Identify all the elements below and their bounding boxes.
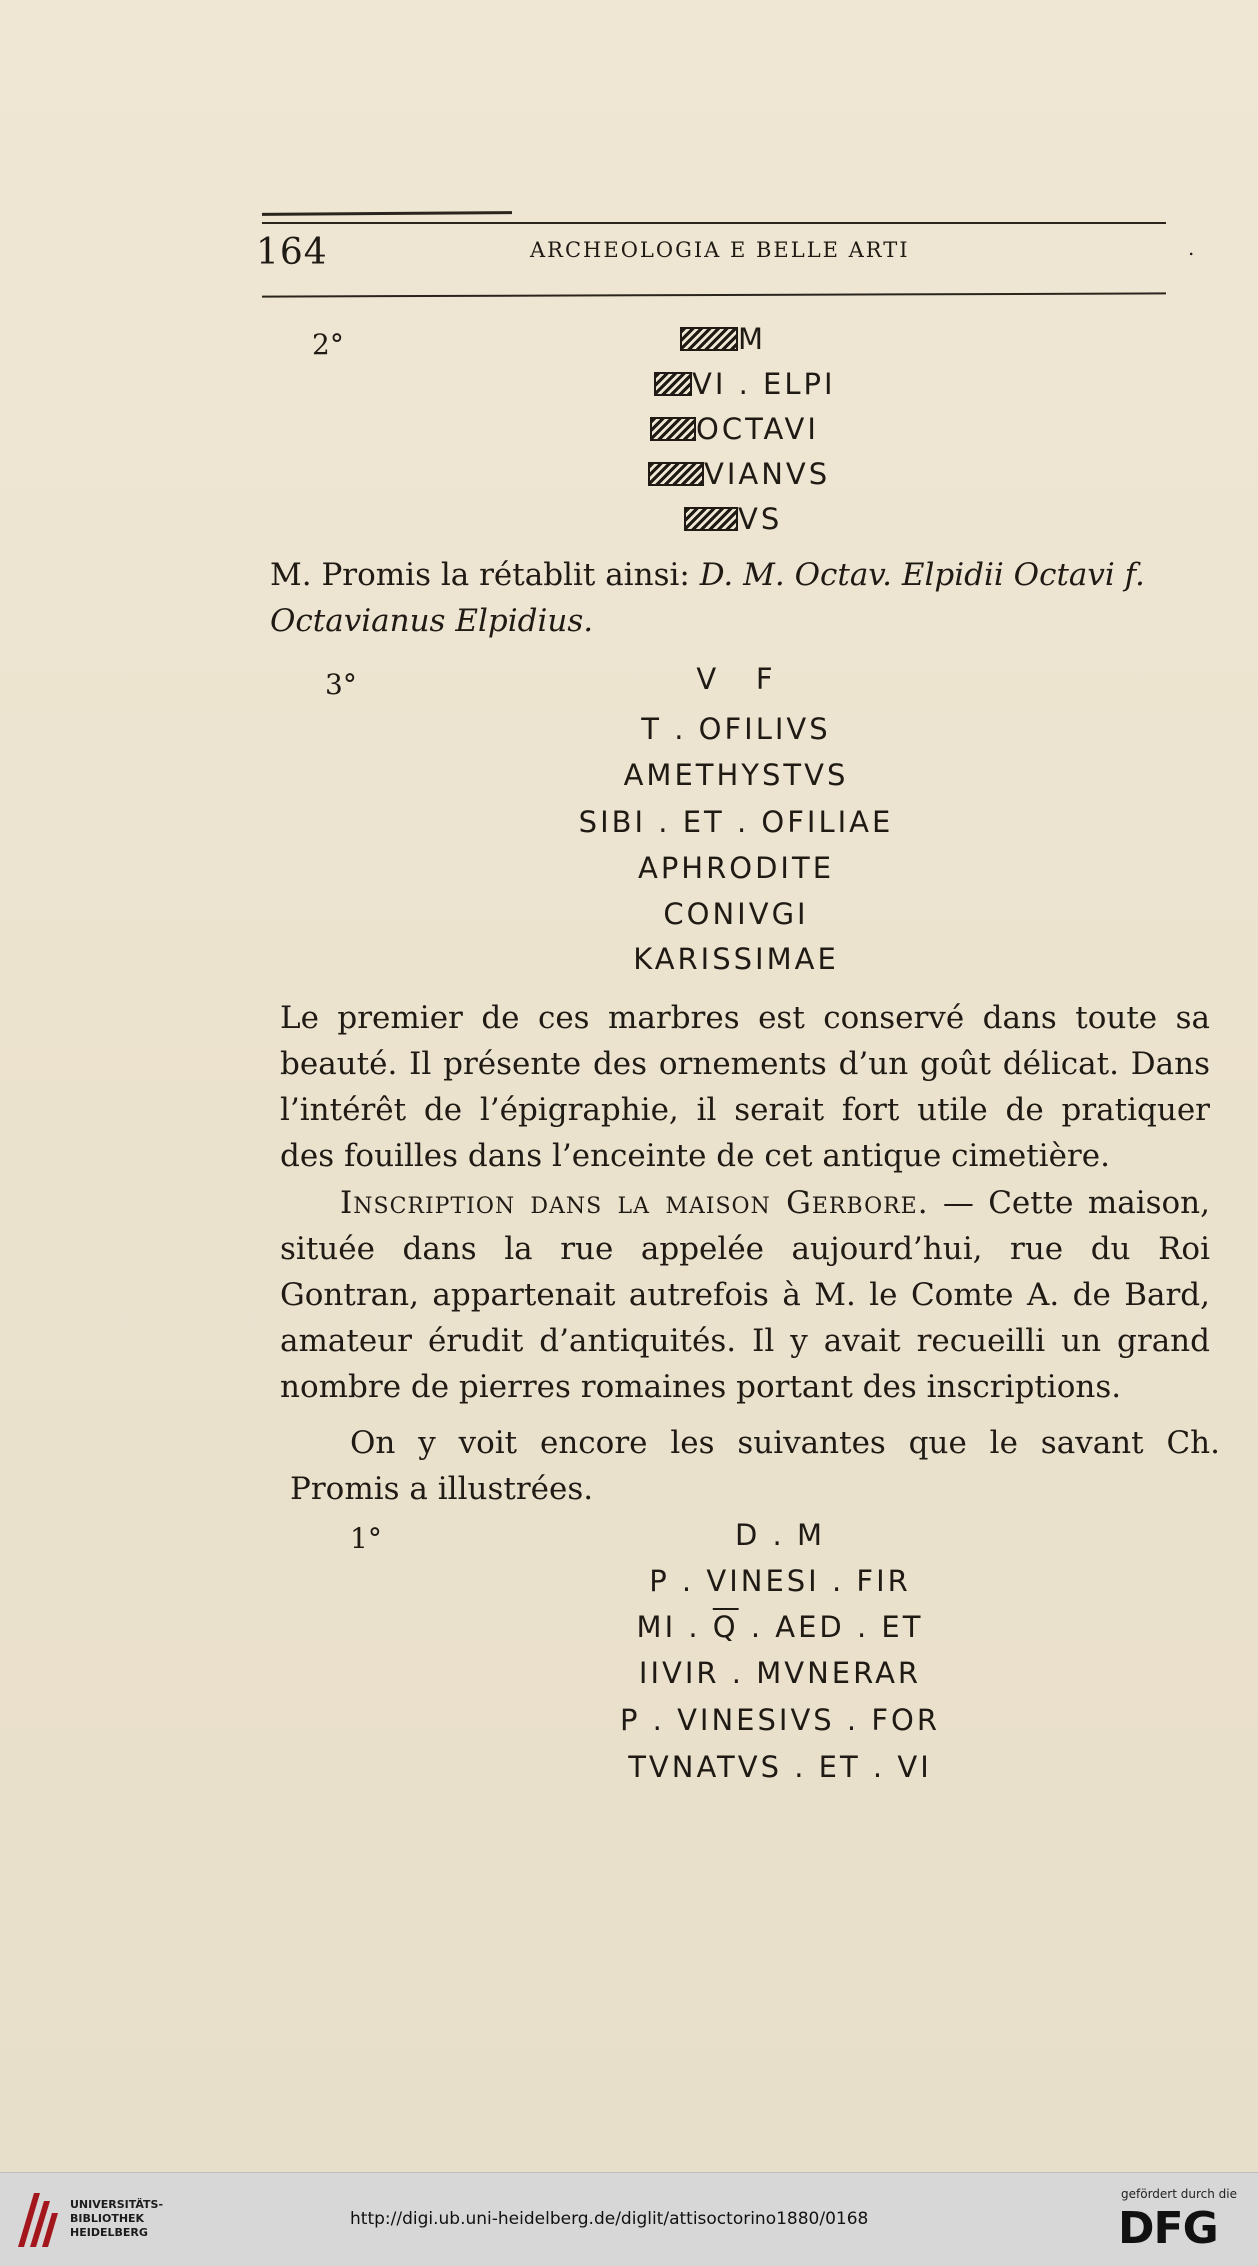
page-number: 164 bbox=[256, 232, 328, 273]
funding-label: gefördert durch die bbox=[1121, 2187, 1237, 2201]
damaged-stone-mark bbox=[648, 462, 704, 486]
inscription-2-label: 2° bbox=[312, 328, 344, 361]
inscription-3-line-5: APHRODITE bbox=[637, 851, 835, 885]
inscription-1-line-3: MI . $\overline{Q}$ . AED . ET bbox=[636, 1610, 924, 1644]
inscription-3-label: 3° bbox=[325, 668, 357, 701]
university-library-logo-icon bbox=[14, 2189, 60, 2251]
damaged-stone-mark bbox=[650, 417, 696, 441]
inscription-2-line-2: VI . ELPI bbox=[654, 367, 836, 401]
running-title: ARCHEOLOGIA E BELLE ARTI bbox=[530, 238, 910, 262]
header-rule-top-thick bbox=[262, 211, 512, 216]
restoration-text: M. Promis la rétablit ainsi: D. M. Octav. Elpidii Octavi f. Octavianus Elpidius. bbox=[270, 557, 1145, 639]
inscription-1-label: 1° bbox=[350, 1522, 382, 1555]
inscription-3-line-7: KARISSIMAE bbox=[633, 942, 839, 976]
inscription-1-line-6: TVNATVS . ET . VI bbox=[628, 1750, 932, 1784]
library-name: UNIVERSITÄTS- BIBLIOTHEK HEIDELBERG bbox=[70, 2198, 164, 2239]
dfg-logo[interactable]: DFG bbox=[1118, 2203, 1218, 2254]
inscription-3-line-3: AMETHYSTVS bbox=[623, 758, 849, 792]
restored-reading: D. M. Octav. Elpidii Octavi f. Octavianus Elpidius. bbox=[270, 557, 1145, 639]
paragraph-gerbore: Inscription dans la maison Gerbore. — Cette maison, située dans la rue appelée aujourd’hui, rue du Roi Gontran, appartenait autrefois à M. le Comte A. de Bard, amateur érudit d’antiquités. Il y avait recueilli un grand nombre de pierres romaines portant des inscriptions. bbox=[280, 1185, 1210, 1405]
damaged-stone-mark bbox=[680, 327, 738, 351]
viewer-footer bbox=[0, 2172, 1258, 2266]
inscription-1-line-4: IIVIR . MVNERAR bbox=[638, 1656, 922, 1690]
inscription-3-line-2: T . OFILIVS bbox=[641, 712, 831, 746]
inscription-2-line-4: VIANVS bbox=[648, 457, 830, 491]
inscription-2-line-3: OCTAVI bbox=[650, 412, 819, 446]
inscription-3-line-4: SIBI . ET . OFILIAE bbox=[578, 805, 894, 839]
inscription-3-line-1: V F bbox=[696, 662, 776, 696]
header-rule-bottom bbox=[262, 292, 1166, 297]
paragraph-promis: On y voit encore les suivantes que le savant Ch. Promis a illustrées. bbox=[290, 1425, 1220, 1507]
inscription-1-line-2: P . VINESI . FIR bbox=[649, 1564, 911, 1598]
inscription-2-line-5: VS bbox=[684, 502, 782, 536]
header-rule-top bbox=[262, 222, 1166, 224]
paragraph-marbles: Le premier de ces marbres est conservé dans toute sa beauté. Il présente des ornements d’un goût délicat. Dans l’intérêt de l’épigraphie, il serait fort utile de pratiquer des fouilles dans l’enceinte de cet antique cimetière. bbox=[280, 1000, 1210, 1174]
inscription-1-line-1: D . M bbox=[734, 1518, 825, 1552]
inscription-1-line-5: P . VINESIVS . FOR bbox=[619, 1703, 941, 1737]
inscription-2-line-1: M bbox=[680, 322, 766, 356]
inscription-3-line-6: CONIVGI bbox=[663, 897, 809, 931]
margin-mark: . bbox=[1188, 236, 1195, 260]
damaged-stone-mark bbox=[654, 372, 692, 396]
permalink-url[interactable]: http://digi.ub.uni-heidelberg.de/diglit/attisoctorino1880/0168 bbox=[350, 2209, 869, 2229]
damaged-stone-mark bbox=[684, 507, 738, 531]
section-heading: Inscription dans la maison Gerbore. bbox=[340, 1185, 929, 1221]
